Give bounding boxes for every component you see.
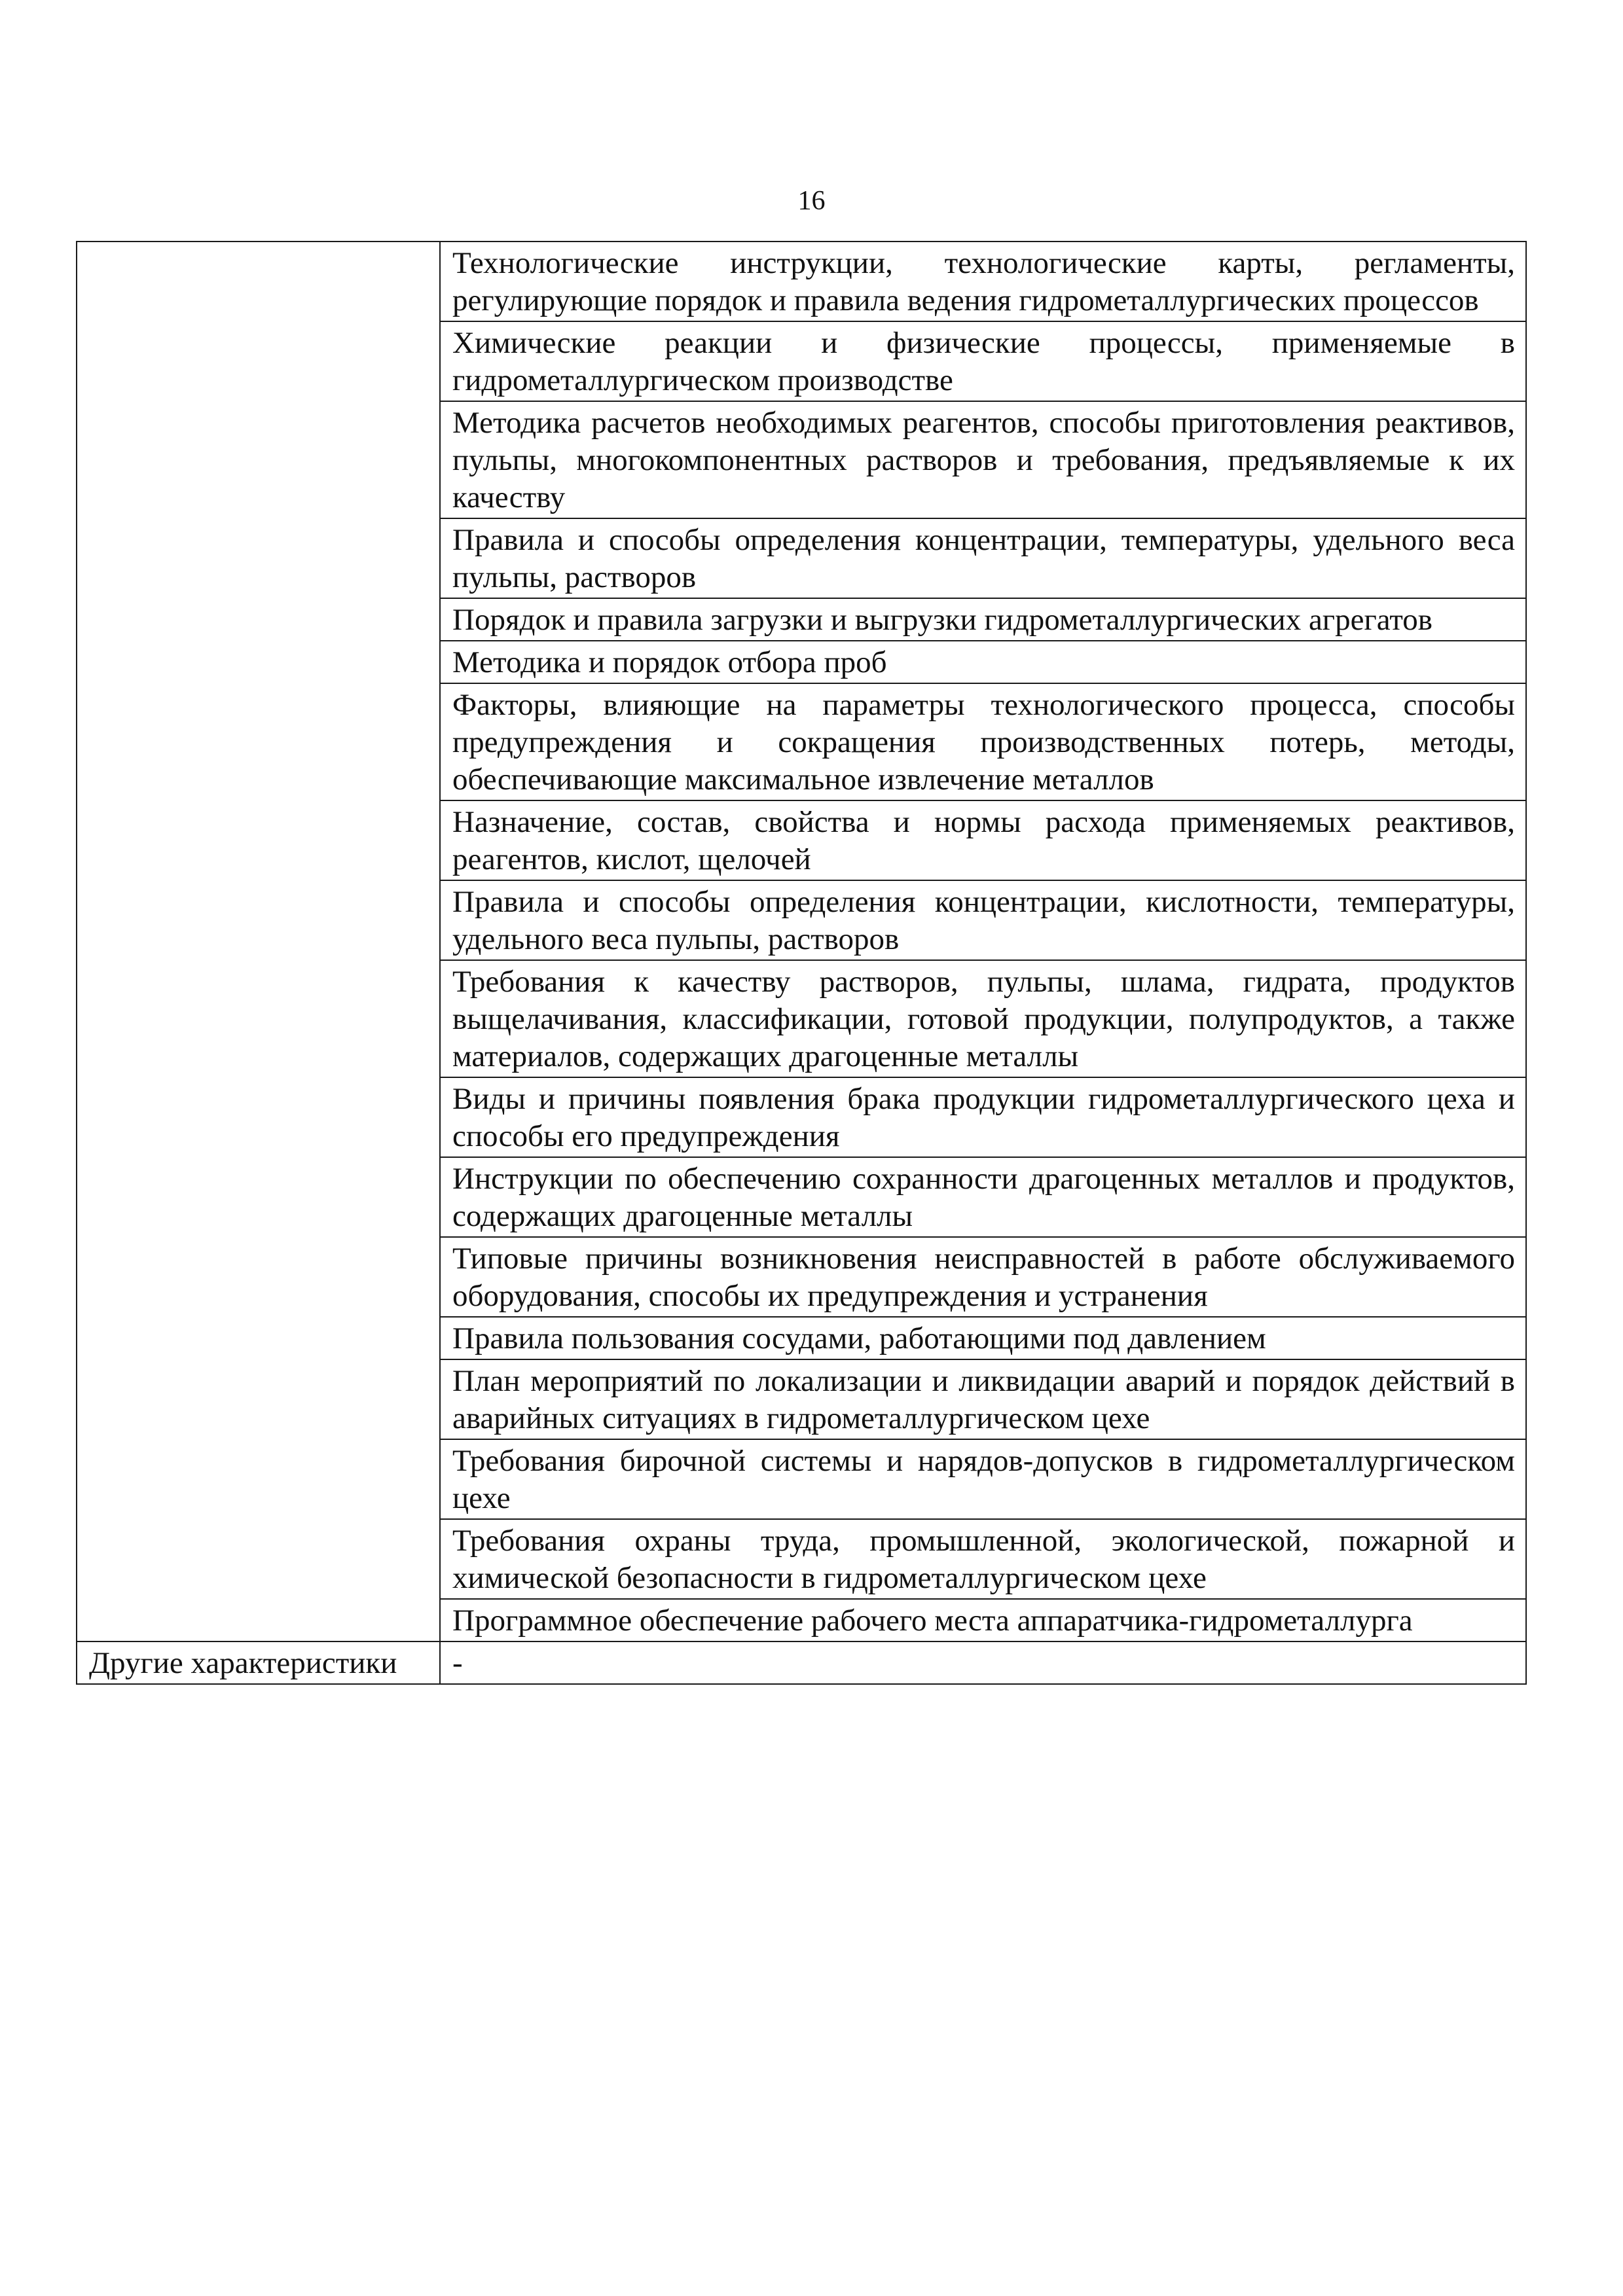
knowledge-item: Типовые причины возникновения неисправностей в работе обслуживаемого оборудования, способы их предупреждения и устранения	[440, 1237, 1526, 1317]
knowledge-item: Требования бирочной системы и нарядов-допусков в гидрометаллургическом цехе	[440, 1439, 1526, 1519]
knowledge-item: Требования к качеству растворов, пульпы, шлама, гидрата, продуктов выщелачивания, классификации, готовой продукции, полупродуктов, а также материалов, содержащих драгоценные металлы	[440, 960, 1526, 1077]
knowledge-item: Требования охраны труда, промышленной, экологической, пожарной и химической безопасности в гидрометаллургическом цехе	[440, 1519, 1526, 1599]
knowledge-item: Правила и способы определения концентрации, температуры, удельного веса пульпы, растворов	[440, 518, 1526, 598]
knowledge-table-body	[77, 242, 1526, 1684]
other-characteristics-value: -	[440, 1641, 1526, 1684]
knowledge-item: Технологические инструкции, технологические карты, регламенты, регулирующие порядок и правила ведения гидрометаллургических процессов	[440, 242, 1526, 321]
page-number: 16	[797, 186, 826, 216]
row-label-cell-empty	[77, 242, 440, 1641]
knowledge-item: Виды и причины появления брака продукции гидрометаллургического цеха и способы его предупреждения	[440, 1077, 1526, 1157]
knowledge-item: Методика расчетов необходимых реагентов, способы приготовления реактивов, пульпы, многокомпонентных растворов и требования, предъявляемые к их качеству	[440, 401, 1526, 518]
table-row	[77, 242, 1526, 321]
knowledge-item: Правила пользования сосудами, работающими под давлением	[440, 1317, 1526, 1359]
knowledge-table	[76, 241, 1527, 1685]
knowledge-item: Факторы, влияющие на параметры технологического процесса, способы предупреждения и сокращения производственных потерь, методы, обеспечивающие максимальное извлечение металлов	[440, 683, 1526, 800]
knowledge-item: Химические реакции и физические процессы, применяемые в гидрометаллургическом производстве	[440, 321, 1526, 401]
other-characteristics-label: Другие характеристики	[77, 1641, 440, 1684]
knowledge-item: Программное обеспечение рабочего места аппаратчика-гидрометаллурга	[440, 1599, 1526, 1641]
knowledge-item: Порядок и правила загрузки и выгрузки гидрометаллургических агрегатов	[440, 598, 1526, 641]
knowledge-item: Методика и порядок отбора проб	[440, 641, 1526, 683]
knowledge-item: Назначение, состав, свойства и нормы расхода применяемых реактивов, реагентов, кислот, щелочей	[440, 800, 1526, 880]
knowledge-item: Инструкции по обеспечению сохранности драгоценных металлов и продуктов, содержащих драгоценные металлы	[440, 1157, 1526, 1237]
knowledge-item: Правила и способы определения концентрации, кислотности, температуры, удельного веса пульпы, растворов	[440, 880, 1526, 960]
knowledge-item: План мероприятий по локализации и ликвидации аварий и порядок действий в аварийных ситуациях в гидрометаллургическом цехе	[440, 1359, 1526, 1439]
table-row-other	[77, 1641, 1526, 1684]
